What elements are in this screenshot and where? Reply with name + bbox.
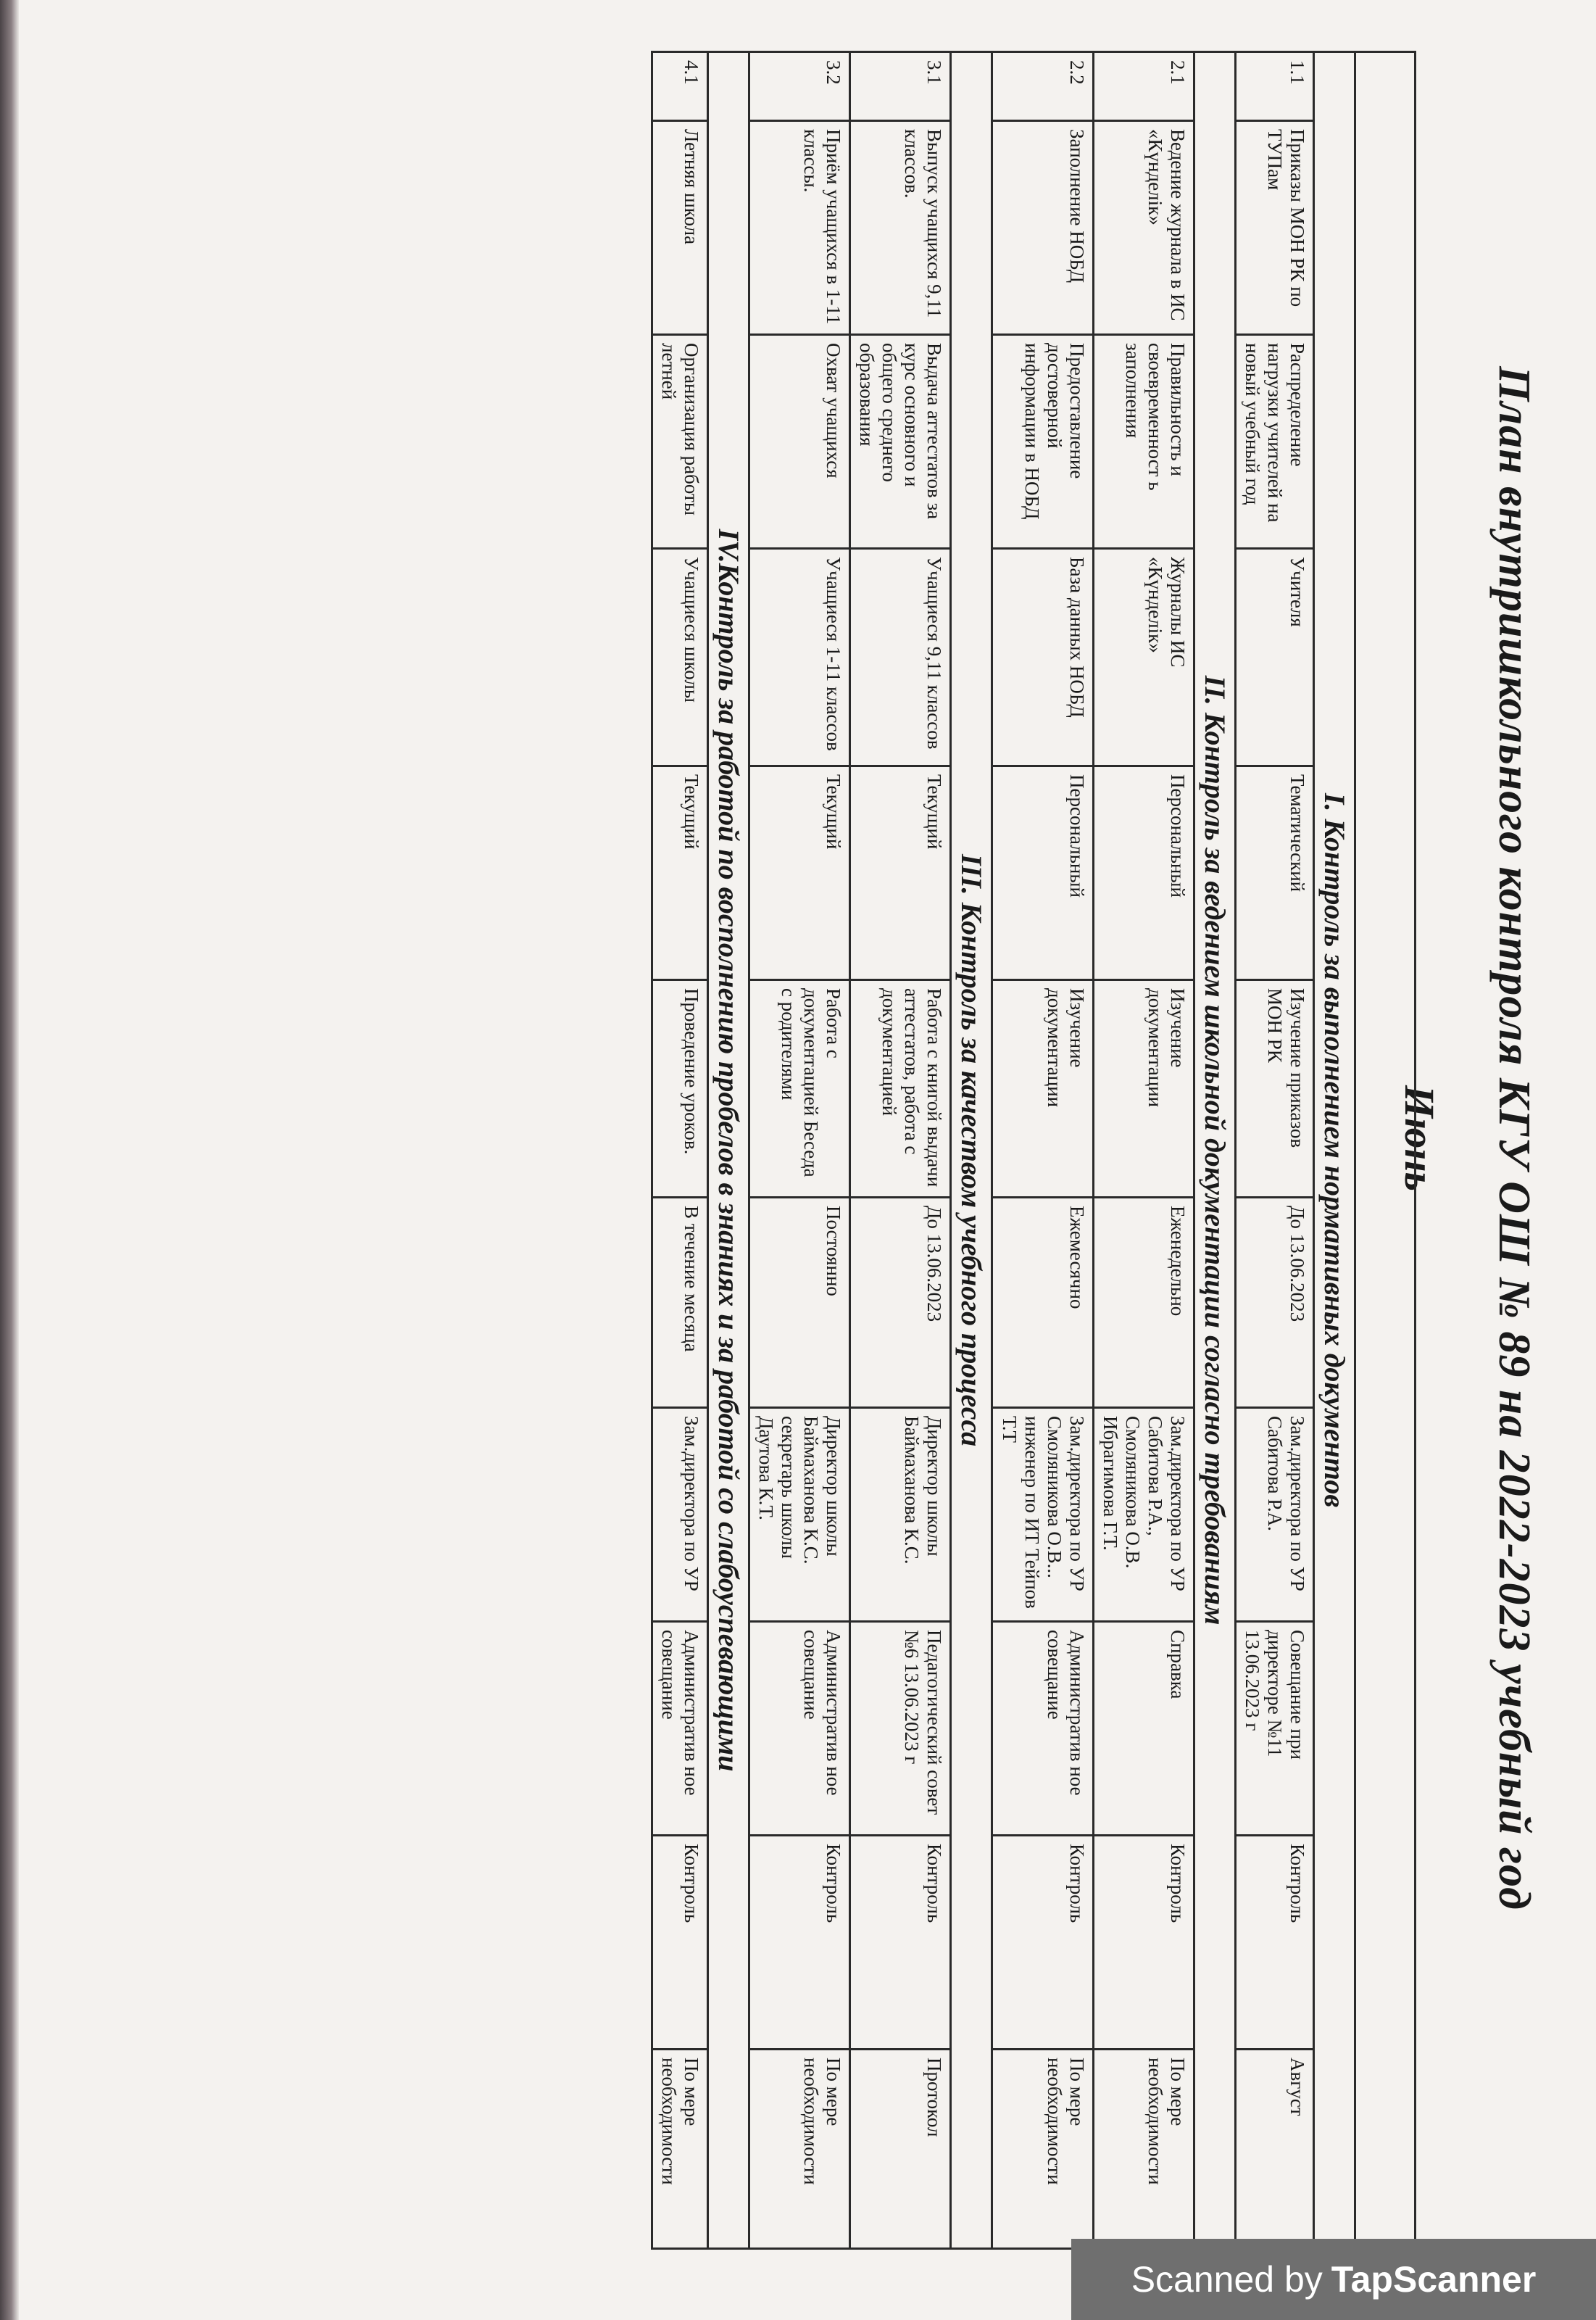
control-repeat: Протокол xyxy=(850,2050,951,2249)
control-topic: Ведение журнала в ИС «Күнделік» xyxy=(1093,121,1194,335)
control-term: В течение месяца xyxy=(652,1198,708,1408)
control-type: Текущий xyxy=(652,766,708,980)
scanner-watermark xyxy=(1071,2239,1596,2320)
control-term: Еженедельно xyxy=(1093,1198,1194,1408)
control-term: До 13.06.2023 xyxy=(850,1198,951,1408)
control-result: Совещание при директоре №11 13.06.2023 г xyxy=(1235,1622,1313,1836)
control-topic: Заполнение НОБД xyxy=(992,121,1093,335)
control-topic: Приказы МОН РК по ТУПам xyxy=(1235,121,1313,335)
table-row xyxy=(1093,52,1194,2249)
control-result: Административ ное совещание xyxy=(652,1622,708,1836)
control-repeat: По мере необходимости xyxy=(652,2050,708,2249)
control-repeat: По мере необходимости xyxy=(749,2050,850,2249)
section-title-1: I. Контроль за выполнением нормативных документов xyxy=(1314,52,1355,2249)
control-method: Изучение документации xyxy=(992,980,1093,1198)
section-title-2: II. Контроль за ведением школьной документации согласно требованиям xyxy=(1194,52,1235,2249)
section-row xyxy=(1194,52,1235,2249)
control-topic: Выпуск учащихся 9,11 классов. xyxy=(850,121,951,335)
control-goal: Охват учащихся xyxy=(749,335,850,549)
control-method: Изучение приказов МОН РК xyxy=(1235,980,1313,1198)
control-repeat: Август xyxy=(1235,2050,1313,2249)
row-number: 3.1 xyxy=(850,52,951,121)
row-number: 1.1 xyxy=(1235,52,1313,121)
control-object: Учащиеся школы xyxy=(652,549,708,766)
section-title-3: III. Контроль за качеством учебного процесса xyxy=(951,52,992,2249)
table-row xyxy=(850,52,951,2249)
control-responsible: Директор школы Баймаханова К.С. xyxy=(850,1408,951,1622)
control-result: Административ ное совещание xyxy=(992,1622,1093,1836)
section-row xyxy=(708,52,749,2249)
control-responsible: Зам.директора по УР Смоляникова О.В... инженер по ИТ Тейпов Т.Т xyxy=(992,1408,1093,1622)
control-decision: Контроль xyxy=(850,1836,951,2050)
control-goal: Предоставление достоверной информации в НОБД xyxy=(992,335,1093,549)
control-term: До 13.06.2023 xyxy=(1235,1198,1313,1408)
control-object: Журналы ИС «Күнделік» xyxy=(1093,549,1194,766)
page-title: План внутришкольного контроля КГУ ОШ № 89 на 2022-2023 учебный год xyxy=(1489,366,1539,1910)
month-heading: Июнь xyxy=(1396,1085,1443,1192)
table-row xyxy=(1235,52,1313,2249)
control-type: Тематический xyxy=(1235,766,1313,980)
control-type: Персональный xyxy=(992,766,1093,980)
section-row xyxy=(951,52,992,2249)
control-term: Постоянно xyxy=(749,1198,850,1408)
control-decision: Контроль xyxy=(749,1836,850,2050)
control-result: Справка xyxy=(1093,1622,1194,1836)
row-number: 2.1 xyxy=(1093,52,1194,121)
row-number: 3.2 xyxy=(749,52,850,121)
control-goal: Выдача аттестатов за курс основного и общего среднего образования xyxy=(850,335,951,549)
control-goal: Правильность и своевременност ь заполнения xyxy=(1093,335,1194,549)
row-number: 2.2 xyxy=(992,52,1093,121)
control-type: Персональный xyxy=(1093,766,1194,980)
table-row xyxy=(749,52,850,2249)
control-method: Изучение документации xyxy=(1093,980,1194,1198)
section-row xyxy=(1314,52,1355,2249)
control-object: Учащиеся 9,11 классов xyxy=(850,549,951,766)
header-spacer-row xyxy=(1355,52,1416,2249)
control-result: Административ ное совещание xyxy=(749,1622,850,1836)
control-topic: Приём учащихся в 1-11 классы. xyxy=(749,121,850,335)
control-repeat: По мере необходимости xyxy=(1093,2050,1194,2249)
scanner-brand: TapScanner xyxy=(1331,2259,1537,2300)
control-term: Ежемесячно xyxy=(992,1198,1093,1408)
control-object: Учителя xyxy=(1235,549,1313,766)
control-topic: Летняя школа xyxy=(652,121,708,335)
control-method: Работа с книгой выдачи аттестатов, работа с документацией xyxy=(850,980,951,1198)
section-title-4: IV.Контроль за работой по восполнению пробелов в знаниях и за работой со слабоуспевающими xyxy=(708,52,749,2249)
control-repeat: По мере необходимости xyxy=(992,2050,1093,2249)
control-responsible: Зам.директора по УР Сабитова Р.А., Смоляникова О.В. Ибрагимова Г.Т. xyxy=(1093,1408,1194,1622)
control-decision: Контроль xyxy=(1093,1836,1194,2050)
control-goal: Организация работы летней xyxy=(652,335,708,549)
control-object: База данных НОБД xyxy=(992,549,1093,766)
scanner-prefix: Scanned by xyxy=(1131,2259,1323,2300)
table-row xyxy=(652,52,708,2249)
control-decision: Контроль xyxy=(1235,1836,1313,2050)
table-row xyxy=(992,52,1093,2249)
control-decision: Контроль xyxy=(992,1836,1093,2050)
control-goal: Распределение нагрузки учителей на новый учебный год xyxy=(1235,335,1313,549)
control-result: Педагогический совет №6 13.06.2023 г xyxy=(850,1622,951,1836)
control-plan-table xyxy=(651,51,1416,2250)
control-object: Учащиеся 1-11 классов xyxy=(749,549,850,766)
control-method: Работа с документацией Беседа с родителями xyxy=(749,980,850,1198)
control-responsible: Зам.директора по УР Сабитова Р.А. xyxy=(1235,1408,1313,1622)
control-responsible: Зам.директора по УР xyxy=(652,1408,708,1622)
control-type: Текущий xyxy=(749,766,850,980)
control-type: Текущий xyxy=(850,766,951,980)
control-decision: Контроль xyxy=(652,1836,708,2050)
control-method: Проведение уроков. xyxy=(652,980,708,1198)
row-number: 4.1 xyxy=(652,52,708,121)
control-responsible: Директор школы Баймаханова К.С. секретарь школы Даутова К.Т. xyxy=(749,1408,850,1622)
